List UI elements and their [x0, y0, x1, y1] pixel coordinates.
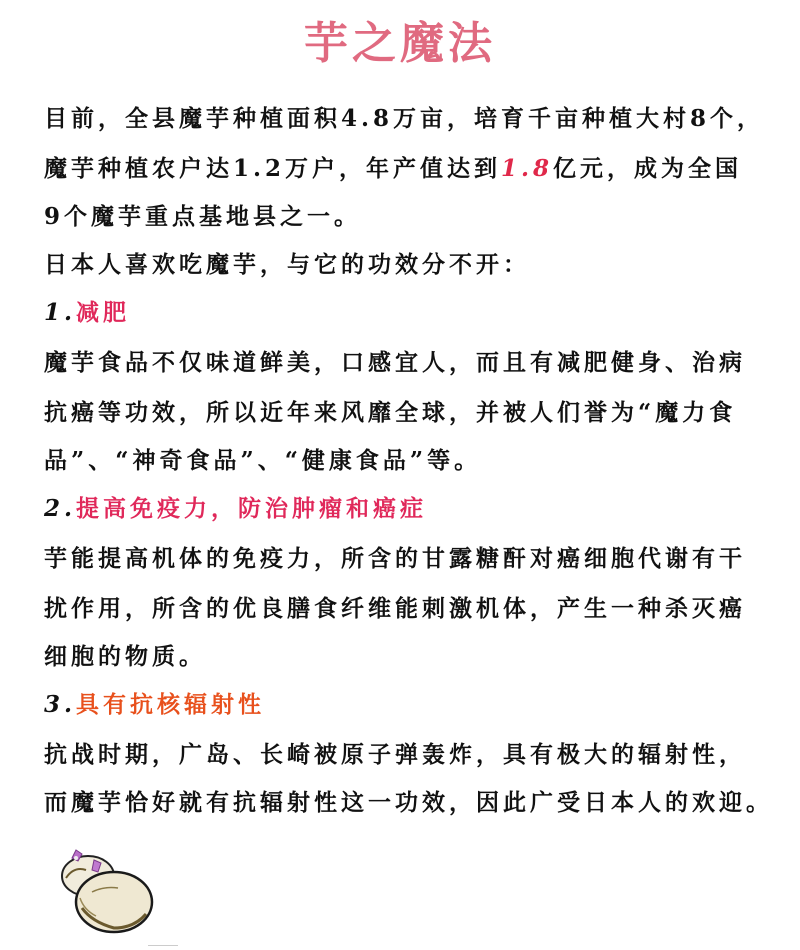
section-1-line-2-text: 抗癌等功效，所以近年来风靡全球，并被人们誉为“魔力食	[44, 399, 737, 426]
taro-illustration	[52, 848, 162, 938]
section-2-line-1-text: 芋能提高机体的免疫力，所含的甘露糖酐对癌细胞代谢有干	[44, 545, 746, 572]
section-3-number: 3.	[44, 691, 77, 718]
intro-line-4	[44, 250, 530, 280]
output-value-number: 1.8	[501, 155, 554, 182]
section-3-line-2-text: 而魔芋恰好就有抗辐射性这一功效，因此广受日本人的欢迎。	[44, 789, 773, 816]
section-1-number: 1.	[44, 299, 77, 326]
section-1-line-1-text: 魔芋食品不仅味道鲜美，口感宜人，而且有减肥健身、治病	[44, 349, 746, 376]
intro-line-3-text: 9个魔芋重点基地县之一。	[44, 203, 362, 230]
section-2-heading	[44, 494, 427, 524]
section-3-heading	[44, 690, 265, 720]
intro-line-2-text-a: 魔芋种植农户达1.2万户，年产值达到	[44, 155, 502, 182]
section-1-line-3-text: 品”、“神奇食品”、“健康食品”等。	[44, 447, 482, 474]
page-title: 芋之魔法	[304, 18, 496, 69]
section-2-line-2-text: 扰作用，所含的优良膳食纤维能刺激机体，产生一种杀灭癌	[44, 595, 746, 622]
section-3-line-1-text: 抗战时期，广岛、长崎被原子弹轰炸，具有极大的辐射性，	[44, 741, 746, 768]
section-2-title: 提高免疫力，防治肿瘤和癌症	[76, 495, 428, 522]
section-3-line-1	[44, 740, 746, 770]
section-2-line-1	[44, 544, 746, 574]
intro-line-4-text: 日本人喜欢吃魔芋，与它的功效分不开：	[44, 251, 530, 278]
section-2-line-2	[44, 594, 746, 624]
section-2-line-3-text: 细胞的物质。	[44, 643, 206, 670]
section-1-title: 减肥	[76, 299, 131, 326]
section-2-number: 2.	[44, 495, 77, 522]
intro-line-2	[44, 154, 742, 184]
section-1-line-1	[44, 348, 746, 378]
section-1-line-2	[44, 398, 736, 428]
intro-line-3	[44, 202, 361, 232]
decorative-rule	[148, 945, 178, 946]
intro-line-1-text: 目前，全县魔芋种植面积4.8万亩，培育千亩种植大村8个，	[44, 105, 765, 132]
section-1-line-3	[44, 446, 481, 476]
intro-line-1	[44, 104, 764, 134]
section-3-title: 具有抗核辐射性	[76, 691, 266, 718]
section-1-heading	[44, 298, 130, 328]
section-2-line-3	[44, 642, 206, 672]
intro-line-2-text-b: 亿元，成为全国	[553, 155, 743, 182]
section-3-line-2	[44, 788, 773, 818]
